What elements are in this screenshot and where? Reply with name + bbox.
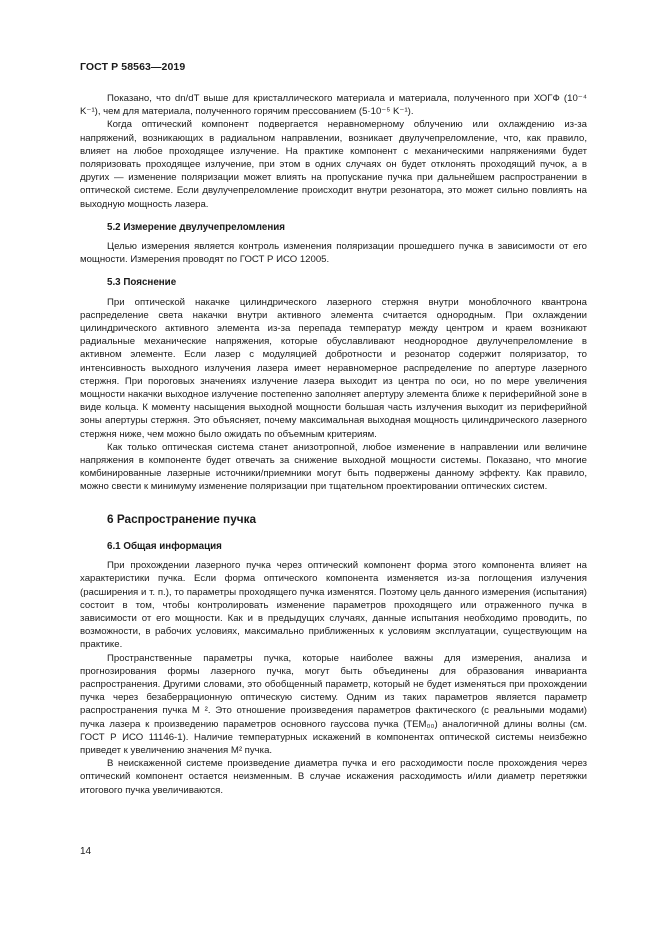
- paragraph: В неискаженной системе произведение диаметра пучка и его расходимости после прохождения через оптический компонент остается неизменным. В случае искажения расходимость и/или диаметр перетяжки итогового пучка увеличиваются.: [80, 758, 587, 796]
- paragraph: При оптической накачке цилиндрического лазерного стержня внутри моноблочного квантрона распределение света накачки внутри активного элемента считается однородным. При охлаждении цилиндрического активного элемента из-за перепада температур между центром и краем возникают радиальные механические напряжения, которые обуславливают неоднородное двулучепреломление в активном элементе. Если лазер с модуляцией добротности и резонатор содержит поляризатор, то интенсивность выходного излучения лазера имеет неравномерное распределение по апертуре лазерного стержня. При пороговых значениях излучение лазера выходит из центра по оси, но по мере увеличения мощности накачки выходное излучение постепенно заполняет апертуру элемента ближе к периферийной зоне в виде кольца. К моменту насыщения выходной мощности большая часть излучения выходит из периферийной зоны апертуры стержня. Это объясняет, почему максимальная выходная мощность цилиндрического лазерного стержня ниже, чем можно было ожидать по объемным критериям.: [80, 296, 587, 440]
- document-body: [80, 92, 587, 797]
- paragraph: Пространственные параметры пучка, которые наиболее важны для измерения, анализа и прогнозирования формы лазерного пучка, могут быть объединены для образования инварианта распространения. Другими словами, это обобщенный параметр, который не будет изменяться при прохождении пучка через безаберрационную оптическую систему. Одним из таких параметров является параметр распространения пучка M ². Это отношение произведения параметров фактического (с реальными модами) пучка лазера к произведению параметров основного гауссова пучка (TEM₀₀) аналогичной длины волны (см. ГОСТ Р ИСО 11146-1). Наличие температурных искажений в компонентах оптической системы неизбежно приведет к увеличению значения M² пучка.: [80, 652, 587, 756]
- paragraph: При прохождении лазерного пучка через оптический компонент форма этого компонента влияет на характеристики пучка. Если форма оптического компонента изменяется из-за поглощения излучения (расширения и т. п.), то параметры проходящего пучка изменятся. Поэтому цель данного измерения (испытания) состоит в том, чтобы контролировать изменение параметров проходящего или отраженного пучка в зависимости от его мощности. Как и в предыдущих случаях, данные испытания необходимо проводить, по возможности, в рабочих условиях, максимально приближенных к условиям эксплуатации, существующим на практике.: [80, 560, 587, 651]
- paragraph: Целью измерения является контроль изменения поляризации прошедшего пучка в зависимости от его мощности. Измерения проводят по ГОСТ Р ИСО 12005.: [80, 241, 587, 266]
- standard-designation: ГОСТ Р 58563—2019: [80, 61, 186, 73]
- paragraph: Показано, что dn/dT выше для кристаллического материала и материала, полученного при ХОГФ (10⁻⁴ K⁻¹), чем для материала, полученного горячим прессованием (5·10⁻⁵ K⁻¹).: [80, 93, 587, 118]
- page-number: 14: [80, 846, 92, 857]
- paragraph: Как только оптическая система станет анизотропной, любое изменение в направлении или величине напряжения в компоненте будет отвечать за снижение выходной мощности системы. Показано, что многие комбинированные лазерные источники/приемники могут быть подвержены данному эффекту. Как правило, можно свести к минимуму изменение поляризации при тщательном проектировании оптических систем.: [80, 441, 587, 493]
- section-heading-5-3: 5.3 Пояснение: [107, 277, 177, 289]
- section-heading-6-1: 6.1 Общая информация: [107, 540, 222, 552]
- section-heading-5-2: 5.2 Измерение двулучепреломления: [107, 221, 285, 233]
- paragraph: Когда оптический компонент подвергается неравномерному облучению или охлаждению из-за напряжений, возникающих в радиальном направлении, возникает двулучепреломление, что, как правило, влияет на любое проходящее излучение. На практике компонент с механическими напряжениями будет поляризовать проходящее излучение, при этом в одних случаях он будет отклонять проходящий пучок, а в других — изменение поляризации может влиять на пропускание пучка при дальнейшем распространении в оптической системе. Если двулучепреломление происходит внутри резонатора, это может сильно повлиять на выходную мощность лазера.: [80, 119, 587, 210]
- section-heading-6: 6 Распространение пучка: [107, 511, 257, 526]
